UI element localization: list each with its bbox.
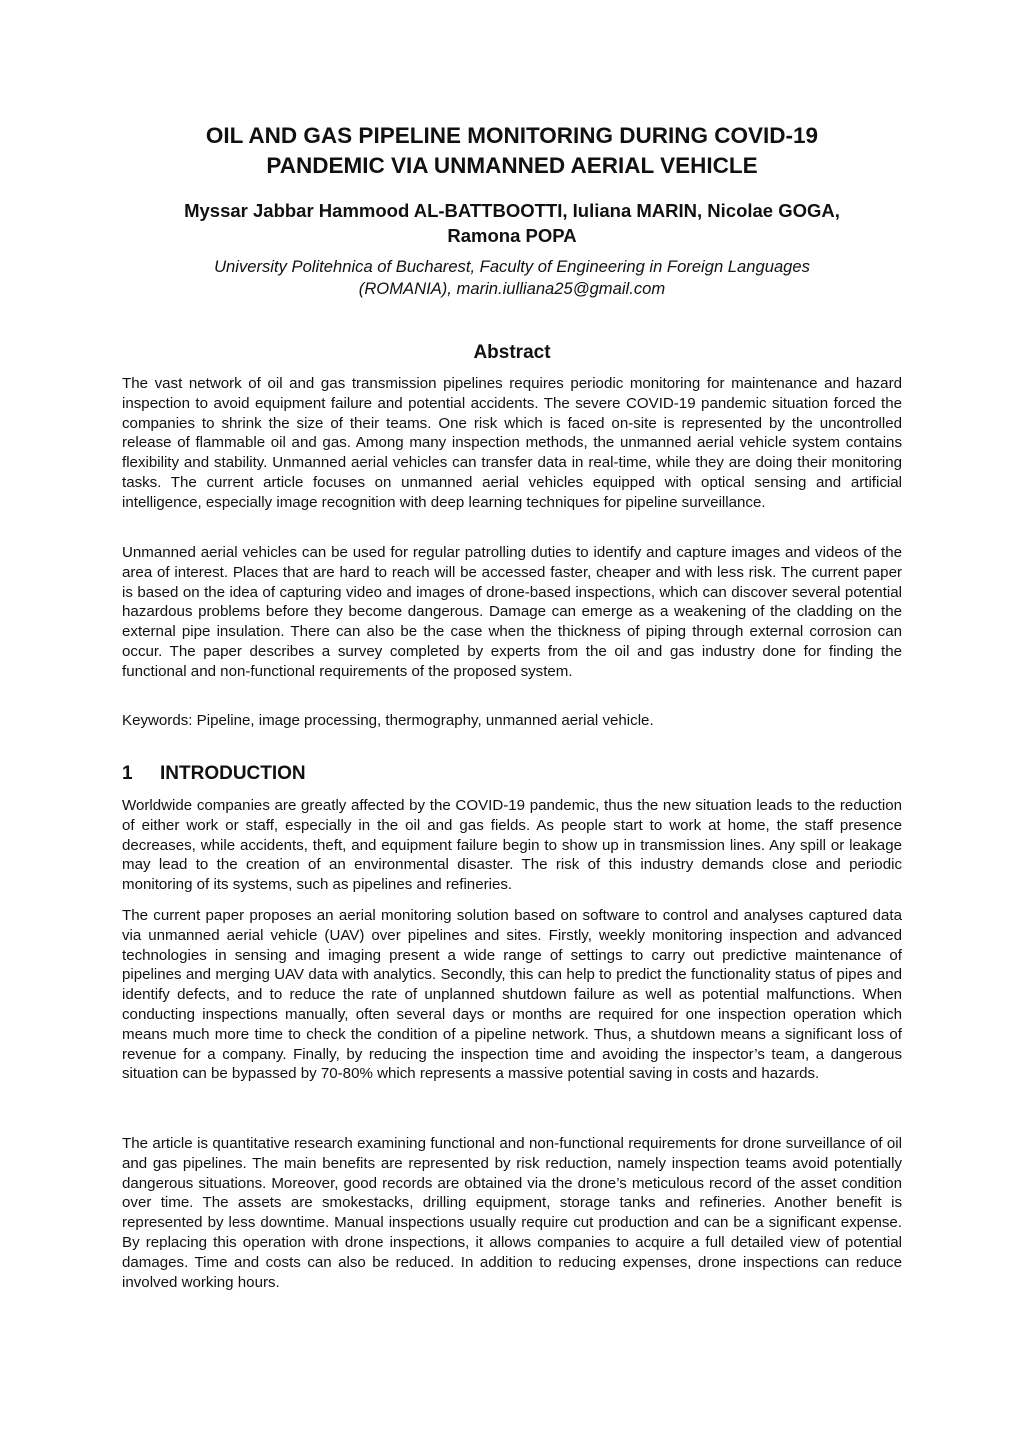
keywords: Keywords: Pipeline, image processing, thermography, unmanned aerial vehicle.: [122, 712, 654, 729]
authors-line-1: Myssar Jabbar Hammood AL-BATTBOOTTI, Iuliana MARIN, Nicolae GOGA,: [184, 200, 840, 221]
affiliation-line-1: University Politehnica of Bucharest, Faculty of Engineering in Foreign Languages: [214, 257, 810, 276]
title-line-2: PANDEMIC VIA UNMANNED AERIAL VEHICLE: [266, 153, 758, 178]
affiliation: [100, 256, 924, 300]
abstract-paragraph-2: Unmanned aerial vehicles can be used for regular patrolling duties to identify and capture images and videos of the area of interest. Places that are hard to reach will be accessed faster, cheaper and with less risk. The current paper is based on the idea of capturing video and images of drone-based inspections, which can discover several potential hazardous problems before they become dangerous. Damage can emerge as a weakening of the cladding on the external pipe insulation. There can also be the case when the thickness of piping through external corrosion can occur. The paper describes a survey completed by experts from the oil and gas industry done for finding the functional and non-functional requirements of the proposed system.: [122, 544, 902, 680]
intro-paragraph-2: The current paper proposes an aerial monitoring solution based on software to control and analyses captured data via unmanned aerial vehicle (UAV) over pipelines and sites. Firstly, weekly monitoring inspection and advanced technologies in sensing and imaging present a wide range of settings to carry out predictive maintenance of pipelines and merging UAV data with analytics. Secondly, this can help to predict the functionality status of pipes and identify defects, and to reduce the rate of unplanned shutdown failure as well as potential malfunctions. When conducting inspections manually, often several days or months are required for one inspection operation which means much more time to check the condition of a pipeline network. Thus, a shutdown means a significant loss of revenue for a company. Finally, by reducing the inspection time and avoiding the inspector’s team, a dangerous situation can be bypassed by 70-80% which represents a massive potential saving in costs and hazards.: [122, 907, 902, 1083]
authors-line-2: Ramona POPA: [447, 225, 577, 246]
intro-paragraph-1: Worldwide companies are greatly affected by the COVID-19 pandemic, thus the new situation leads to the reduction of either work or staff, especially in the oil and gas fields. As people start to work at home, the staff presence decreases, while accidents, theft, and equipment failure begin to show up in transmission lines. Any spill or leakage may lead to the creation of an environmental disaster. The risk of this industry demands close and periodic monitoring of its systems, such as pipelines and refineries.: [122, 797, 902, 894]
paper-title: [100, 121, 924, 181]
title-line-1: OIL AND GAS PIPELINE MONITORING DURING COVID-19: [205, 123, 819, 148]
intro-paragraph-3: The article is quantitative research examining functional and non-functional requirements for drone surveillance of oil and gas pipelines. The main benefits are represented by risk reduction, namely inspection teams avoid potentially dangerous situations. Moreover, good records are obtained via the drone’s meticulous record of the asset condition over time. The assets are smokestacks, drilling equipment, storage tanks and refineries. Another benefit is represented by less downtime. Manual inspections usually require cut production and can be a significant expense. By replacing this operation with drone inspections, it allows companies to acquire a full detailed view of potential damages. Time and costs can also be reduced. In addition to reducing expenses, drone inspections can reduce involved working hours.: [122, 1135, 902, 1291]
abstract-heading: Abstract: [473, 342, 551, 363]
section-number: 1: [122, 763, 133, 784]
abstract-paragraph-1: The vast network of oil and gas transmission pipelines requires periodic monitoring for maintenance and hazard inspection to avoid equipment failure and potential accidents. The severe COVID-19 pandemic situation forced the companies to shrink the size of their teams. One risk which is faced on-site is represented by the uncontrolled release of flammable oil and gas. Among many inspection methods, the unmanned aerial vehicle system contains flexibility and stability. Unmanned aerial vehicles can transfer data in real-time, while they are doing their monitoring tasks. The current article focuses on unmanned aerial vehicles equipped with optical sensing and artificial intelligence, especially image recognition with deep learning techniques for pipeline surveillance.: [122, 375, 902, 511]
section-title: INTRODUCTION: [160, 763, 306, 784]
affiliation-line-2: (ROMANIA), marin.iulliana25@gmail.com: [358, 279, 666, 298]
author-list: [100, 198, 924, 248]
section-heading-introduction: [122, 762, 306, 786]
